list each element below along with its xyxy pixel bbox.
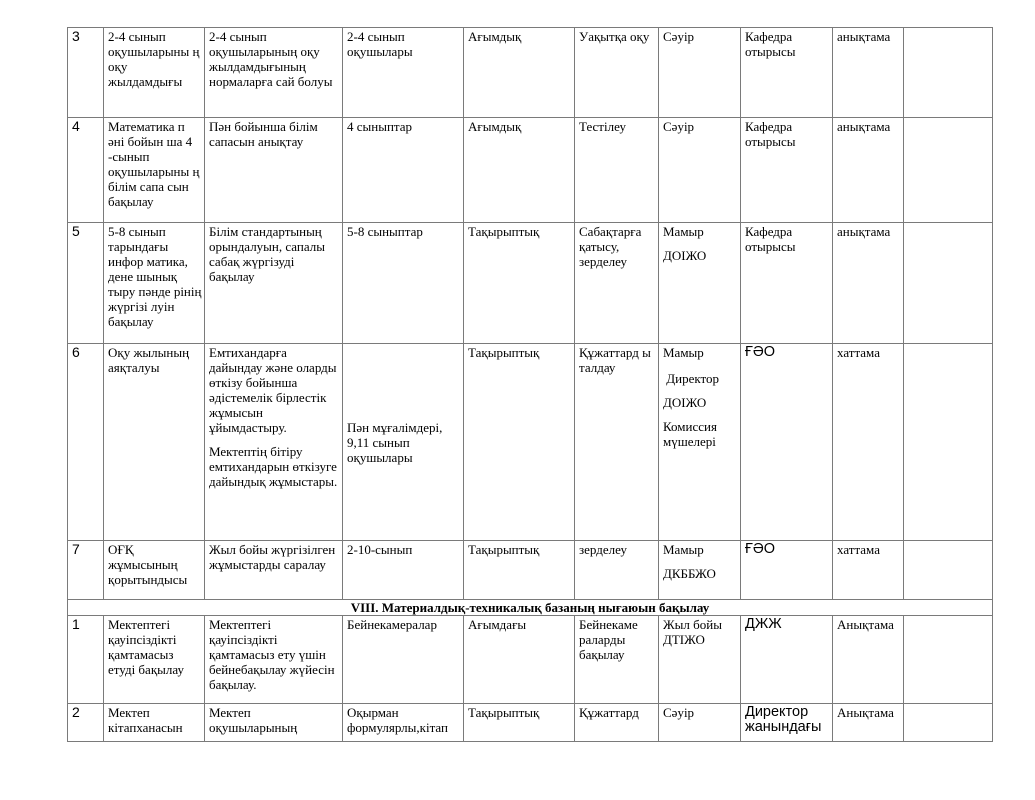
control-result: Анықтама xyxy=(833,704,904,742)
control-object: Бейнекамералар xyxy=(343,616,464,704)
control-type: Ағымдық xyxy=(464,118,575,223)
control-result: анықтама xyxy=(833,118,904,223)
control-type: Ағымдағы xyxy=(464,616,575,704)
control-method: Бейнекаме раларды бақылау xyxy=(575,616,659,704)
goal-paragraph-2: Мектептің бітіру емтихандарын өткізуге дайындық жұмыстары. xyxy=(209,444,338,489)
row-number: 5 xyxy=(68,223,104,344)
control-term: Сәуір xyxy=(659,118,741,223)
control-object: 4 сыныптар xyxy=(343,118,464,223)
control-place: Кафедра отырысы xyxy=(741,223,833,344)
control-item: Мектептегі қауіпсіздікті қамтамасыз етуді бақылау xyxy=(104,616,205,704)
table-row xyxy=(68,704,993,742)
section-title: VIII. Материалдық-техникалық базаның нығаюын бақылау xyxy=(68,600,993,616)
control-item: Оқу жылының аяқталуы xyxy=(104,344,205,541)
control-method: Тестілеу xyxy=(575,118,659,223)
control-type: Тақырыптық xyxy=(464,344,575,541)
row-number: 3 xyxy=(68,28,104,118)
table-row xyxy=(68,118,993,223)
responsible-commission: Комиссия мүшелері xyxy=(663,419,717,449)
control-result: анықтама xyxy=(833,28,904,118)
control-type: Тақырыптық xyxy=(464,223,575,344)
control-goal: 2-4 сынып оқушыларының оқу жылдамдығының нормаларға сай болуы xyxy=(205,28,343,118)
control-term: Жыл бойы ДТІЖО xyxy=(659,616,741,704)
row-number: 2 xyxy=(68,704,104,742)
control-place: Кафедра отырысы xyxy=(741,28,833,118)
control-place: ҒӘО xyxy=(741,344,833,541)
control-object: Оқырман формулярлы,кітап xyxy=(343,704,464,742)
control-plan-table xyxy=(67,27,993,742)
control-item: 5-8 сынып тарындағы инфор матика, дене шынық тыру пәнде рінің жүргізі луін бақылау xyxy=(104,223,205,344)
responsible-text: ДОІЖО xyxy=(663,248,707,263)
control-goal xyxy=(205,344,343,541)
control-method: зерделеу xyxy=(575,541,659,600)
table-row xyxy=(68,223,993,344)
control-item: 2-4 сынып оқушыларыны ң оқу жылдамдығы xyxy=(104,28,205,118)
control-type: Тақырыптық xyxy=(464,704,575,742)
table-row xyxy=(68,28,993,118)
empty-cell xyxy=(904,704,993,742)
responsible-director: Директор xyxy=(663,371,719,386)
control-method: Сабақтарға қатысу, зерделеу xyxy=(575,223,659,344)
control-item: Мектеп кітапханасын xyxy=(104,704,205,742)
empty-cell xyxy=(904,28,993,118)
responsible-deputy: ДОІЖО xyxy=(663,395,707,410)
control-method: Құжаттард ы талдау xyxy=(575,344,659,541)
control-method: Құжаттард xyxy=(575,704,659,742)
control-place: ДЖЖ xyxy=(741,616,833,704)
control-object: 2-4 сынып оқушылары xyxy=(343,28,464,118)
empty-cell xyxy=(904,616,993,704)
control-goal: Мектептегі қауіпсіздікті қамтамасыз ету үшін бейнебақылау жүйесін бақылау. xyxy=(205,616,343,704)
row-number: 4 xyxy=(68,118,104,223)
control-method: Уақытқа оқу xyxy=(575,28,659,118)
control-goal: Пән бойынша білім сапасын анықтау xyxy=(205,118,343,223)
control-object: 5-8 сыныптар xyxy=(343,223,464,344)
empty-cell xyxy=(904,344,993,541)
row-number: 6 xyxy=(68,344,104,541)
control-term: Сәуір xyxy=(659,704,741,742)
goal-paragraph-1: Емтихандарға дайындау және оларды өткізу бойынша әдістемелік бірлестік жұмысын ұйымдастыру. xyxy=(209,345,337,435)
control-term xyxy=(659,344,741,541)
empty-cell xyxy=(904,541,993,600)
control-term xyxy=(659,541,741,600)
responsible-text: ДКББЖО xyxy=(663,566,716,581)
control-result: хаттама xyxy=(833,344,904,541)
control-term: Сәуір xyxy=(659,28,741,118)
control-goal: Жыл бойы жүргізілген жұмыстарды саралау xyxy=(205,541,343,600)
empty-cell xyxy=(904,223,993,344)
control-place: Директор жанындағы xyxy=(741,704,833,742)
control-type: Ағымдық xyxy=(464,28,575,118)
table-row xyxy=(68,344,993,541)
control-place: ҒӘО xyxy=(741,541,833,600)
section-row xyxy=(68,600,993,616)
control-goal: Мектеп оқушыларының xyxy=(205,704,343,742)
row-number: 7 xyxy=(68,541,104,600)
table-row xyxy=(68,616,993,704)
control-result: Анықтама xyxy=(833,616,904,704)
term-text: Мамыр xyxy=(663,345,704,360)
control-place: Кафедра отырысы xyxy=(741,118,833,223)
control-type: Тақырыптық xyxy=(464,541,575,600)
table-row xyxy=(68,541,993,600)
control-item: ОҒҚ жұмысының қорытындысы xyxy=(104,541,205,600)
control-object: 2-10-сынып xyxy=(343,541,464,600)
control-result: хаттама xyxy=(833,541,904,600)
term-text: Мамыр xyxy=(663,224,704,239)
empty-cell xyxy=(904,118,993,223)
control-result: анықтама xyxy=(833,223,904,344)
control-object: Пән мұғалімдері, 9,11 сынып оқушылары xyxy=(343,344,464,541)
term-text: Мамыр xyxy=(663,542,704,557)
row-number: 1 xyxy=(68,616,104,704)
control-term xyxy=(659,223,741,344)
control-goal: Білім стандартының орындалуын, сапалы сабақ жүргізуді бақылау xyxy=(205,223,343,344)
control-item: Математика п әні бойын ша 4 -сынып оқушыларыны ң білім сапа сын бақылау xyxy=(104,118,205,223)
